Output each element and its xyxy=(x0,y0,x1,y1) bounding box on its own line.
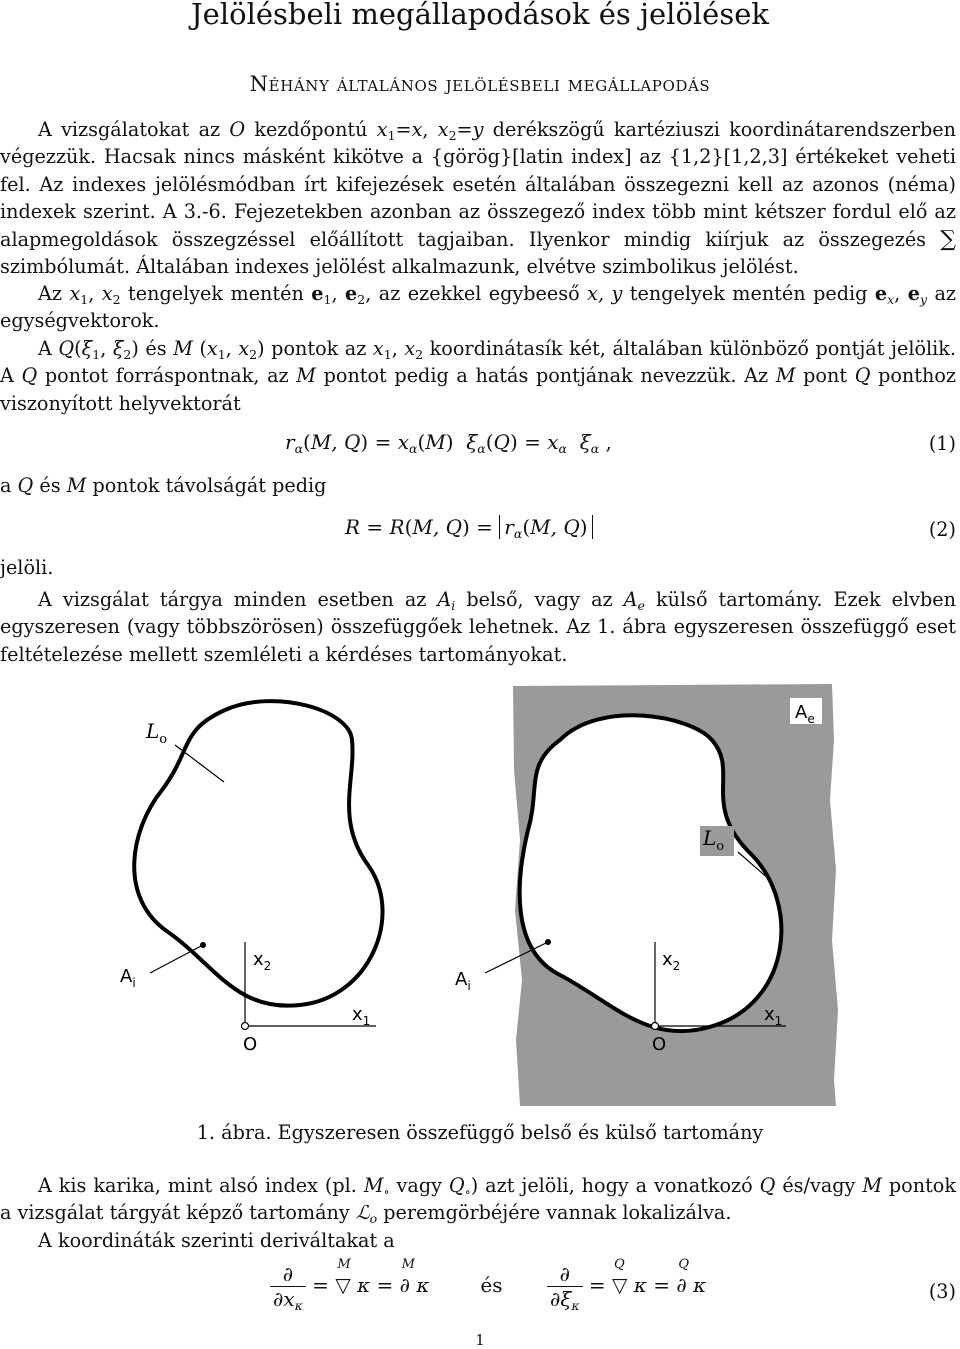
equation-2: R = R(M, $Q) = r_\alpha(M$, Q) xyxy=(345,515,593,539)
figure-caption: 1. ábra. Egyszeresen összefüggő belső és külső tartomány xyxy=(196,1121,764,1144)
left-L-label: $L_o$ xyxy=(146,719,168,747)
right-x1-label: $x_1$ xyxy=(764,1004,783,1028)
equation-1-number: (1) xyxy=(928,432,956,455)
left-Ai-label: $A_i$ xyxy=(120,966,136,990)
es-word: és xyxy=(480,1273,503,1297)
section-title: Néhány általános jelölésbeli megállapodás xyxy=(249,72,711,96)
figure-1 xyxy=(0,680,960,1110)
paragraph-4: A vizsgálat tárgya minden esetben az $A_i$ belső, vagy az $A_e$ külső tartomány. Ezek elvben egyszeresen (vagy többszörösen) összefüggőek lehetnek. Az 1. ábra egyszeresen összefüggő eset feltételezése mellett szemléleti a kérdéses tartományokat. xyxy=(0,588,957,666)
equation-3-number: (3) xyxy=(928,1280,956,1303)
left-x2-label: $x_2$ xyxy=(253,949,272,973)
left-x1-label: $x_1$ xyxy=(352,1004,371,1028)
right-Ae-label: $A_e$ xyxy=(795,702,815,726)
right-x2-label: $x_2$ xyxy=(662,949,681,973)
page-number: 1 xyxy=(475,1331,485,1349)
paragraph-1: A vizsgálatokat az O kezdőpontú $x_1=x$, $x_2=y$ derékszögű kartéziuszi koordinátarendszerben végezzük. Hacsak nincs másként kikötve a {görög}[latin index] az {1,2}[1,2,3] értékeket veheti fel. Az indexes jelölésmódban írt kifejezések esetén általában összegezni kell az azonos (néma) indexek szerint. A 3.-6. Fejezetekben azonban az összegező index több mint kétszer fordul elő az alapmegoldások összegzéssel előállított tagjaiban. Ilyenkor mindig kiírjuk az összegezés ∑ szimbólumát. Általában indexes jelölést alkalmazunk, elvétve szimbolikus jelölést. xyxy=(0,118,957,279)
equation-2-number: (2) xyxy=(928,518,956,541)
page-title: Jelölésbeli megállapodások és jelölések xyxy=(191,0,769,31)
left-O-label: O xyxy=(243,1034,258,1055)
paragraph-3: A $Q(\xi_1$, $\xi_2$) és M ($x_1$, $x_2$) pontok az $x_1$, $x_2$ koordinátasík két, általában különböző pontját jelölik. A Q pontot forráspontnak, az M pontot pedig a hatás pontjának nevezzük. Az M pont Q ponthoz viszonyított helyvektorát xyxy=(0,337,957,415)
equation-1: $r_\alpha(M$, $Q) = x_\alpha(M) \xi_\alpha(Q) = x_\alpha$ $\xi_\alpha$ , xyxy=(285,430,612,456)
between-text: a Q és M pontok távolságát pedig xyxy=(0,474,327,497)
paragraph-6: A koordináták szerinti deriváltakat a xyxy=(38,1229,395,1252)
right-Ai-label: $A_i$ xyxy=(455,969,471,993)
paragraph-5: A kis karika, mint alsó index (pl. $M_\circ$ vagy $Q_\circ$) azt jelöli, hogy a vonatkozó Q és/vagy M pontok a vizsgálat tárgyát képző tartomány ℒ$_o$ peremgörbéjére vannak lokalizálva. xyxy=(0,1174,956,1227)
jeloli-text: jelöli. xyxy=(0,556,54,579)
paragraph-2: Az $x_1$, $x_2$ tengelyek mentén $e_1$, $e_2$, az ezekkel egybeeső x, y tengelyek mentén pedig $e_x$, $e_y$ az egységvektorok. xyxy=(0,282,957,333)
right-O-label: O xyxy=(652,1034,667,1055)
right-L-label: $L_o$ xyxy=(703,826,725,854)
equation-3: $\frac{\partial}{\partial x_\kappa}$ = M ▽ κ = M ∂ κ és $\frac{\partial}{\partial\xi_\kappa}$ = Q ▽ κ = Q ∂ κ xyxy=(270,1262,706,1311)
sum-symbol: ∑ xyxy=(940,226,957,252)
